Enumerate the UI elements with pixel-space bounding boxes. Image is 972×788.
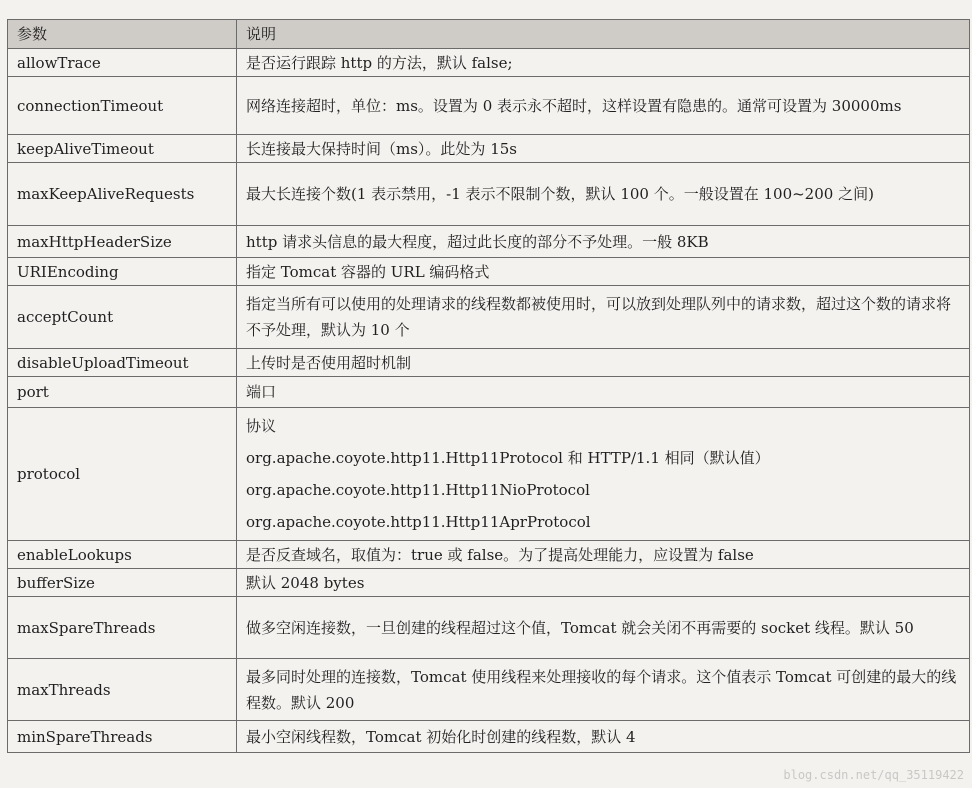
- table-row: [8, 659, 970, 721]
- param-name: connectionTimeout: [8, 77, 237, 135]
- param-desc: [237, 408, 970, 541]
- param-name: URIEncoding: [8, 258, 237, 286]
- param-name: maxSpareThreads: [8, 597, 237, 659]
- table-row: [8, 77, 970, 135]
- param-name: keepAliveTimeout: [8, 135, 237, 163]
- header-desc: 说明: [237, 20, 970, 49]
- param-name: acceptCount: [8, 286, 237, 349]
- protocol-line: org.apache.coyote.http11.Http11AprProtocol: [246, 513, 591, 531]
- param-desc: 指定 Tomcat 容器的 URL 编码格式: [237, 258, 970, 286]
- param-name: maxHttpHeaderSize: [8, 226, 237, 258]
- param-desc: 是否反查域名，取值为：true 或 false。为了提高处理能力，应设置为 false: [237, 541, 970, 569]
- table-row: [8, 258, 970, 286]
- param-name: protocol: [8, 408, 237, 541]
- table-row: [8, 408, 970, 541]
- param-name: minSpareThreads: [8, 721, 237, 753]
- param-desc: 最多同时处理的连接数，Tomcat 使用线程来处理接收的每个请求。这个值表示 Tomcat 可创建的最大的线程数。默认 200: [237, 659, 970, 721]
- table-row: [8, 286, 970, 349]
- table-row: [8, 163, 970, 226]
- table-row: [8, 597, 970, 659]
- protocol-line: 协议: [246, 417, 277, 435]
- param-desc: 指定当所有可以使用的处理请求的线程数都被使用时，可以放到处理队列中的请求数，超过这个数的请求将不予处理，默认为 10 个: [237, 286, 970, 349]
- param-name: maxThreads: [8, 659, 237, 721]
- table-row: [8, 49, 970, 77]
- param-name: port: [8, 377, 237, 408]
- param-desc: http 请求头信息的最大程度，超过此长度的部分不予处理。一般 8KB: [237, 226, 970, 258]
- param-desc: 长连接最大保持时间（ms）。此处为 15s: [237, 135, 970, 163]
- watermark: blog.csdn.net/qq_35119422: [783, 768, 964, 782]
- param-name: allowTrace: [8, 49, 237, 77]
- param-name: enableLookups: [8, 541, 237, 569]
- parameters-table: [7, 19, 970, 753]
- table-row: [8, 226, 970, 258]
- table-row: [8, 377, 970, 408]
- protocol-line: org.apache.coyote.http11.Http11NioProtocol: [246, 481, 590, 499]
- table-row: [8, 541, 970, 569]
- table-row: [8, 135, 970, 163]
- param-desc: 最大长连接个数(1 表示禁用，-1 表示不限制个数，默认 100 个。一般设置在 100~200 之间): [237, 163, 970, 226]
- param-name: bufferSize: [8, 569, 237, 597]
- table-row: [8, 569, 970, 597]
- param-desc: 上传时是否使用超时机制: [237, 349, 970, 377]
- table-row: [8, 349, 970, 377]
- table-header-row: [8, 20, 970, 49]
- param-desc: 做多空闲连接数，一旦创建的线程超过这个值，Tomcat 就会关闭不再需要的 socket 线程。默认 50: [237, 597, 970, 659]
- protocol-line: org.apache.coyote.http11.Http11Protocol 和 HTTP/1.1 相同（默认值）: [246, 449, 770, 467]
- param-name: disableUploadTimeout: [8, 349, 237, 377]
- param-desc: 端口: [237, 377, 970, 408]
- param-desc: 默认 2048 bytes: [237, 569, 970, 597]
- param-desc: 是否运行跟踪 http 的方法，默认 false;: [237, 49, 970, 77]
- param-desc: 网络连接超时，单位：ms。设置为 0 表示永不超时，这样设置有隐患的。通常可设置为 30000ms: [237, 77, 970, 135]
- table-row: [8, 721, 970, 753]
- param-desc: 最小空闲线程数，Tomcat 初始化时创建的线程数，默认 4: [237, 721, 970, 753]
- header-param: 参数: [8, 20, 237, 49]
- param-name: maxKeepAliveRequests: [8, 163, 237, 226]
